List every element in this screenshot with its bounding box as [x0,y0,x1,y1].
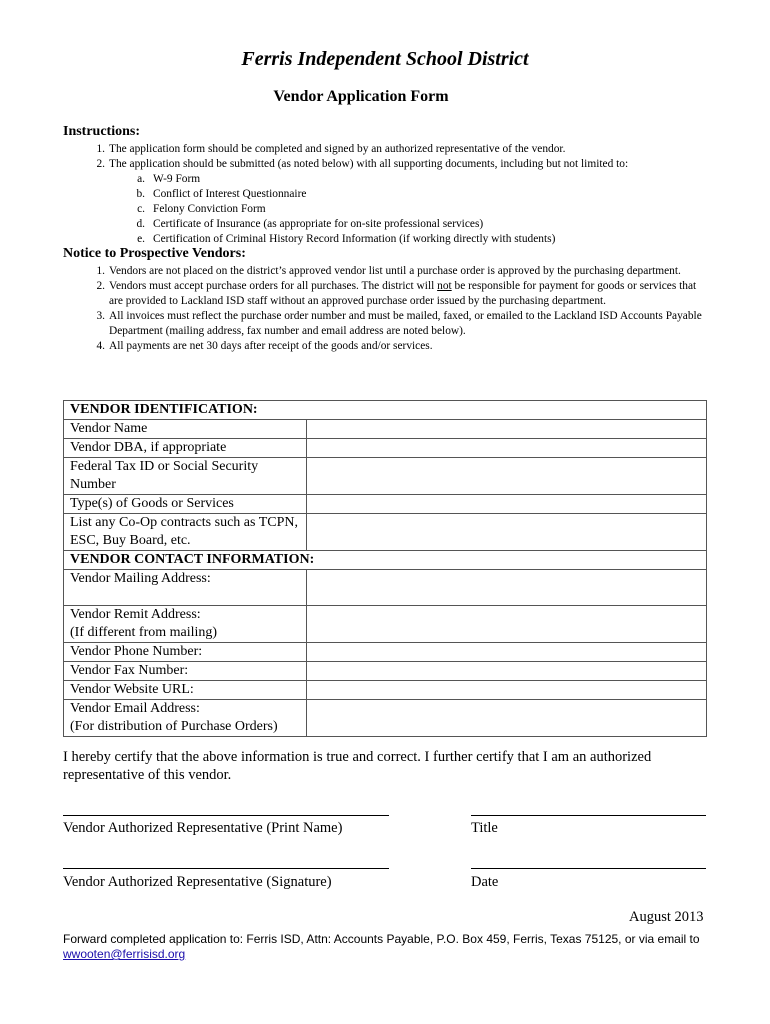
table-row [64,700,707,737]
notice-list [96,264,709,354]
remit-address-field[interactable] [307,606,707,643]
print-name-label: Vendor Authorized Representative (Print Name) [63,820,343,836]
notice-item: 2. Vendors must accept purchase orders for all purchases. The district will not be responsible for payment for goods or services that are provided to Lackland ISD staff without an approved purchase order issued by the purchasing department. [96,280,697,307]
signature-line[interactable] [63,868,389,869]
instruction-item: 2. The application should be submitted (as noted below) with all supporting documents, including but not limited to: a. W-9 Form b. Conflict of Interest Questionnaire c. Felony Conviction Form d. Certificate of Insurance (as appropriate for on-site professional services) e. Certification of Criminal History Record Information (if working directly with students) [109,157,709,247]
instruction-item: 1. The application form should be completed and signed by an authorized representative of the vendor. [96,143,566,155]
notice-item: 4. All payments are net 30 days after receipt of the goods and/or services. [96,340,433,352]
table-row [64,681,707,700]
table-row [64,439,707,458]
emphasis-not: not [437,280,452,292]
vendor-dba-field[interactable] [307,439,707,458]
certification-statement: I hereby certify that the above information is true and correct. I further certify that I am an authorized representative of this vendor. [63,749,652,783]
contact-heading: VENDOR CONTACT INFORMATION: [64,551,707,570]
date-line[interactable] [471,868,706,869]
table-row [64,401,707,420]
tax-id-field[interactable] [307,458,707,495]
coop-contracts-label: List any Co-Op contracts such as TCPN, ESC, Buy Board, etc. [64,514,307,551]
vendor-name-field[interactable] [307,420,707,439]
document-item: e. Certification of Criminal History Record Information (if working directly with students) [137,233,556,245]
email-link[interactable]: wwooten@ferrisisd.org [63,947,186,961]
vendor-name-label: Vendor Name [64,420,307,439]
signature-label: Vendor Authorized Representative (Signature) [63,874,332,890]
notice-heading: Notice to Prospective Vendors: [63,246,246,261]
fax-label: Vendor Fax Number: [64,662,307,681]
table-row [64,495,707,514]
table-row [64,662,707,681]
footer-note: Forward completed application to: Ferris ISD, Attn: Accounts Payable, P.O. Box 459, Ferris, Texas 75125, or via email to wwooten@ferrisisd.org [63,932,700,961]
table-row [64,551,707,570]
document-item: c. Felony Conviction Form [137,203,266,215]
print-name-line[interactable] [63,815,389,816]
tax-id-label: Federal Tax ID or Social Security Number [64,458,307,495]
coop-contracts-field[interactable] [307,514,707,551]
instructions-heading: Instructions: [63,124,141,139]
mailing-address-label: Vendor Mailing Address: [64,570,307,606]
notice-item: 3. All invoices must reflect the purchase order number and must be mailed, faxed, or emailed to the Lackland ISD Accounts Payable Department (mailing address, fax number and email address are noted below). [96,310,702,337]
mailing-address-field[interactable] [307,570,707,606]
fax-field[interactable] [307,662,707,681]
remit-address-label: Vendor Remit Address: (If different from mailing) [64,606,307,643]
document-item: a. W-9 Form [137,173,201,185]
table-row [64,514,707,551]
website-field[interactable] [307,681,707,700]
goods-services-label: Type(s) of Goods or Services [64,495,307,514]
title-label: Title [471,820,498,836]
documents-list [109,172,709,247]
notice-item: 1. Vendors are not placed on the district’s approved vendor list until a purchase order is approved by the purchasing department. [96,265,681,277]
vendor-dba-label: Vendor DBA, if appropriate [64,439,307,458]
revision-date: August 2013 [629,909,704,925]
table-row [64,643,707,662]
identification-heading: VENDOR IDENTIFICATION: [64,401,707,420]
form-title: Vendor Application Form [273,88,449,105]
phone-field[interactable] [307,643,707,662]
website-label: Vendor Website URL: [64,681,307,700]
instructions-list [96,142,709,247]
goods-services-field[interactable] [307,495,707,514]
vendor-form-table [63,400,707,737]
table-row [64,606,707,643]
title-line[interactable] [471,815,706,816]
document-item: d. Certificate of Insurance (as appropriate for on-site professional services) [136,218,484,230]
phone-label: Vendor Phone Number: [64,643,307,662]
document-item: b. Conflict of Interest Questionnaire [136,188,307,200]
table-row [64,458,707,495]
table-row [64,420,707,439]
email-field[interactable] [307,700,707,737]
table-row [64,570,707,606]
date-label: Date [471,874,499,890]
email-label: Vendor Email Address: (For distribution of Purchase Orders) [64,700,307,737]
district-title: Ferris Independent School District [241,48,529,70]
